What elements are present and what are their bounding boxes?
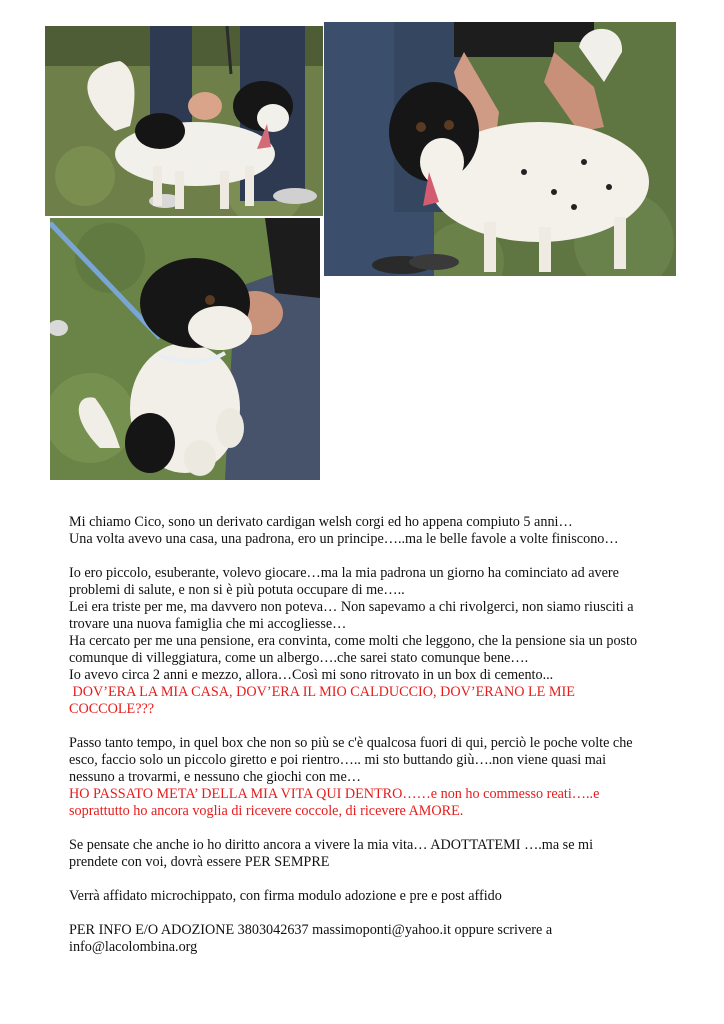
text-line: prendete con voi, dovrà essere PER SEMPRE: [69, 854, 330, 870]
text-line: trovare una nuova famiglia che mi accogliesse…: [69, 616, 347, 632]
highlight-line: HO PASSATO META’ DELLA MIA VITA QUI DENTRO……e non ho commesso reati…..e: [69, 786, 600, 802]
contact-email: info@lacolombina.org: [69, 939, 198, 955]
highlight-line: COCCOLE???: [69, 701, 155, 717]
text-line: Passo tanto tempo, in quel box che non so più se c'è qualcosa fuori di qui, perciò le poche volte che: [69, 735, 633, 751]
dog-photo-2: [324, 22, 676, 276]
text-line: Mi chiamo Cico, sono un derivato cardigan welsh corgi ed ho appena compiuto 5 anni…: [69, 514, 573, 530]
spacer: [69, 905, 659, 922]
highlight-line: soprattutto ho ancora voglia di ricevere coccole, di ricevere AMORE.: [69, 803, 464, 819]
spacer: [69, 871, 659, 888]
dog-photo-3: [50, 218, 320, 480]
spacer: [69, 718, 659, 735]
text-line: Una volta avevo una casa, una padrona, ero un principe…..ma le belle favole a volte finiscono…: [69, 531, 619, 547]
contact-line: PER INFO E/O ADOZIONE 3803042637 massimoponti@yahoo.it oppure scrivere a: [69, 922, 553, 938]
text-line: Verrà affidato microchippato, con firma modulo adozione e pre e post affido: [69, 888, 502, 904]
text-line: Se pensate che anche io ho diritto ancora a vivere la mia vita… ADOTTATEMI ….ma se mi: [69, 837, 594, 853]
text-line: Lei era triste per me, ma davvero non poteva… Non sapevamo a chi rivolgerci, non siamo riusciti a: [69, 599, 634, 615]
spacer: [69, 548, 659, 565]
highlight-line: DOV’ERA LA MIA CASA, DOV’ERA IL MIO CALDUCCIO, DOV’ERANO LE MIE: [69, 684, 575, 700]
text-line: nessuno a trovarmi, e nessuno che giochi con me…: [69, 769, 361, 785]
text-line: Io avevo circa 2 anni e mezzo, allora…Così mi sono ritrovato in un box di cemento...: [69, 667, 554, 683]
adoption-text: [69, 514, 659, 956]
text-line: Ha cercato per me una pensione, era convinta, come molti che leggono, che la pensione sia un posto: [69, 633, 638, 649]
text-line: esco, faccio solo un piccolo giretto e poi rientro….. mi sto buttando giù….non viene quasi mai: [69, 752, 607, 768]
spacer: [69, 820, 659, 837]
dog-photo-1: [45, 26, 323, 216]
text-line: problemi di salute, e non si è più potuta occupare di me…..: [69, 582, 405, 598]
text-line: comunque di villeggiatura, come un albergo….che sarei stato comunque bene….: [69, 650, 529, 666]
text-line: Io ero piccolo, esuberante, volevo giocare…ma la mia padrona un giorno ha cominciato ad avere: [69, 565, 619, 581]
